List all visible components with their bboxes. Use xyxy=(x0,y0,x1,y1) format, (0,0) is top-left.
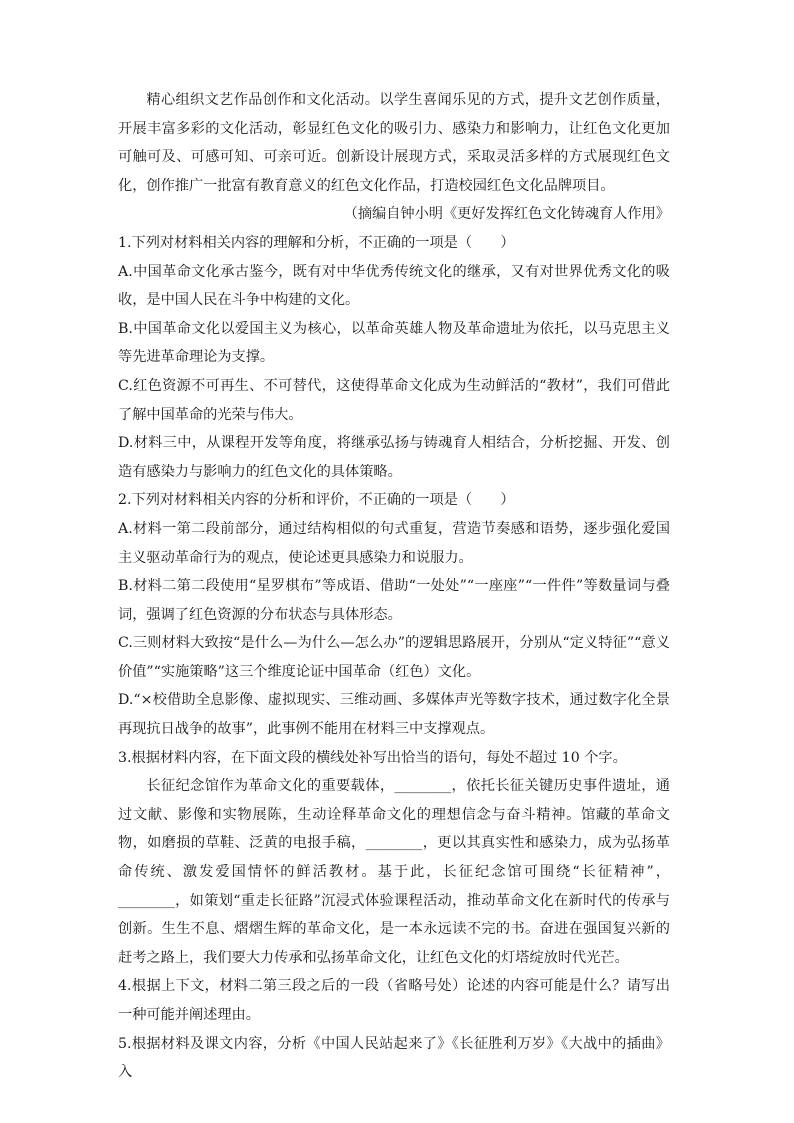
question-4-stem: 4.根据上下文，材料二第三段之后的一段（省略号处）论述的内容可能是什么？请写出一种可能并阐述理由。 xyxy=(118,978,670,1023)
material-source: （摘编自钟小明《更好发挥红色文化铸魂育人作用》 xyxy=(343,206,670,223)
question-2-option-a: A.材料一第二段前部分，通过结构相似的句式重复，营造节奏感和语势，逐步强化爱国主义驱动革命行为的观点，使论述更具感染力和说服力。 xyxy=(118,520,670,566)
question-1-option-d: D.材料三中，从课程开发等角度，将继承弘扬与铸魂育人相结合，分析挖掘、开发、创造有感染力与影响力的红色文化的具体策略。 xyxy=(118,435,670,480)
document-page xyxy=(118,86,670,1087)
question-2-stem: 2.下列对材料相关内容的分析和评价，不正确的一项是（ ） xyxy=(118,492,515,509)
question-2-option-c: C.三则材料大致按“是什么—为什么—怎么办”的逻辑思路展开，分别从“定义特征”“意义价值”“实施策略”这三个维度论证中国革命（红色）文化。 xyxy=(118,635,670,680)
question-3-stem: 3.根据材料内容，在下面文段的横线处补写出恰当的语句，每处不超过 10 个字。 xyxy=(118,749,627,766)
material-paragraph: 精心组织文艺作品创作和文化活动。以学生喜闻乐见的方式，提升文艺创作质量，开展丰富多彩的文化活动，彰显红色文化的吸引力、感染力和影响力，让红色文化更加可触可及、可感可知、可亲可近。创新设计展现方式，采取灵活多样的方式展现红色文化，创作推广一批富有教育意义的红色文化作品，打造校园红色文化品牌项目。 xyxy=(118,92,670,194)
question-2-option-d: D.“×校借助全息影像、虚拟现实、三维动画、多媒体声光等数字技术，通过数字化全景再现抗日战争的故事”，此事例不能用在材料三中支撑观点。 xyxy=(118,692,670,738)
question-3-passage: 长征纪念馆作为革命文化的重要载体，________，依托长征关键历史事件遗址，通过文献、影像和实物展陈，生动诠释革命文化的理想信念与奋斗精神。馆藏的革命文物，如磨损的草鞋、泛黄的电报手稿，________，更以其真实性和感染力，成为弘扬革命传统、激发爱国情怀的鲜活教材。基于此，长征纪念馆可围绕“长征精神”，________，如策划“重走长征路”沉浸式体验课程活动，推动革命文化在新时代的传承与创新。生生不息、熠熠生辉的革命文化，是一本永远读不完的书。奋进在强国复兴新的赶考之路上，我们要大力传承和弘扬革命文化，让红色文化的灯塔绽放时代光芒。 xyxy=(118,778,670,966)
question-1-stem: 1.下列对材料相关内容的理解和分析，不正确的一项是（ ） xyxy=(118,234,515,251)
question-2-option-b: B.材料二第二段使用“星罗棋布”等成语、借助“一处处”“一座座”“一件件”等数量词与叠词，强调了红色资源的分布状态与具体形态。 xyxy=(118,578,670,623)
question-1-option-c: C.红色资源不可再生、不可替代，这使得革命文化成为生动鲜活的“教材”，我们可借此了解中国革命的光荣与伟大。 xyxy=(118,377,670,423)
question-1-option-a: A.中国革命文化承古鉴今，既有对中华优秀传统文化的继承，又有对世界优秀文化的吸收，是中国人民在斗争中构建的文化。 xyxy=(118,263,670,309)
question-1-option-b: B.中国革命文化以爱国主义为核心，以革命英雄人物及革命遗址为依托，以马克思主义等先进革命理论为支撑。 xyxy=(118,320,670,366)
question-5-stem: 5.根据材料及课文内容，分析《中国人民站起来了》《长征胜利万岁》《大战中的插曲》入 xyxy=(118,1035,670,1081)
